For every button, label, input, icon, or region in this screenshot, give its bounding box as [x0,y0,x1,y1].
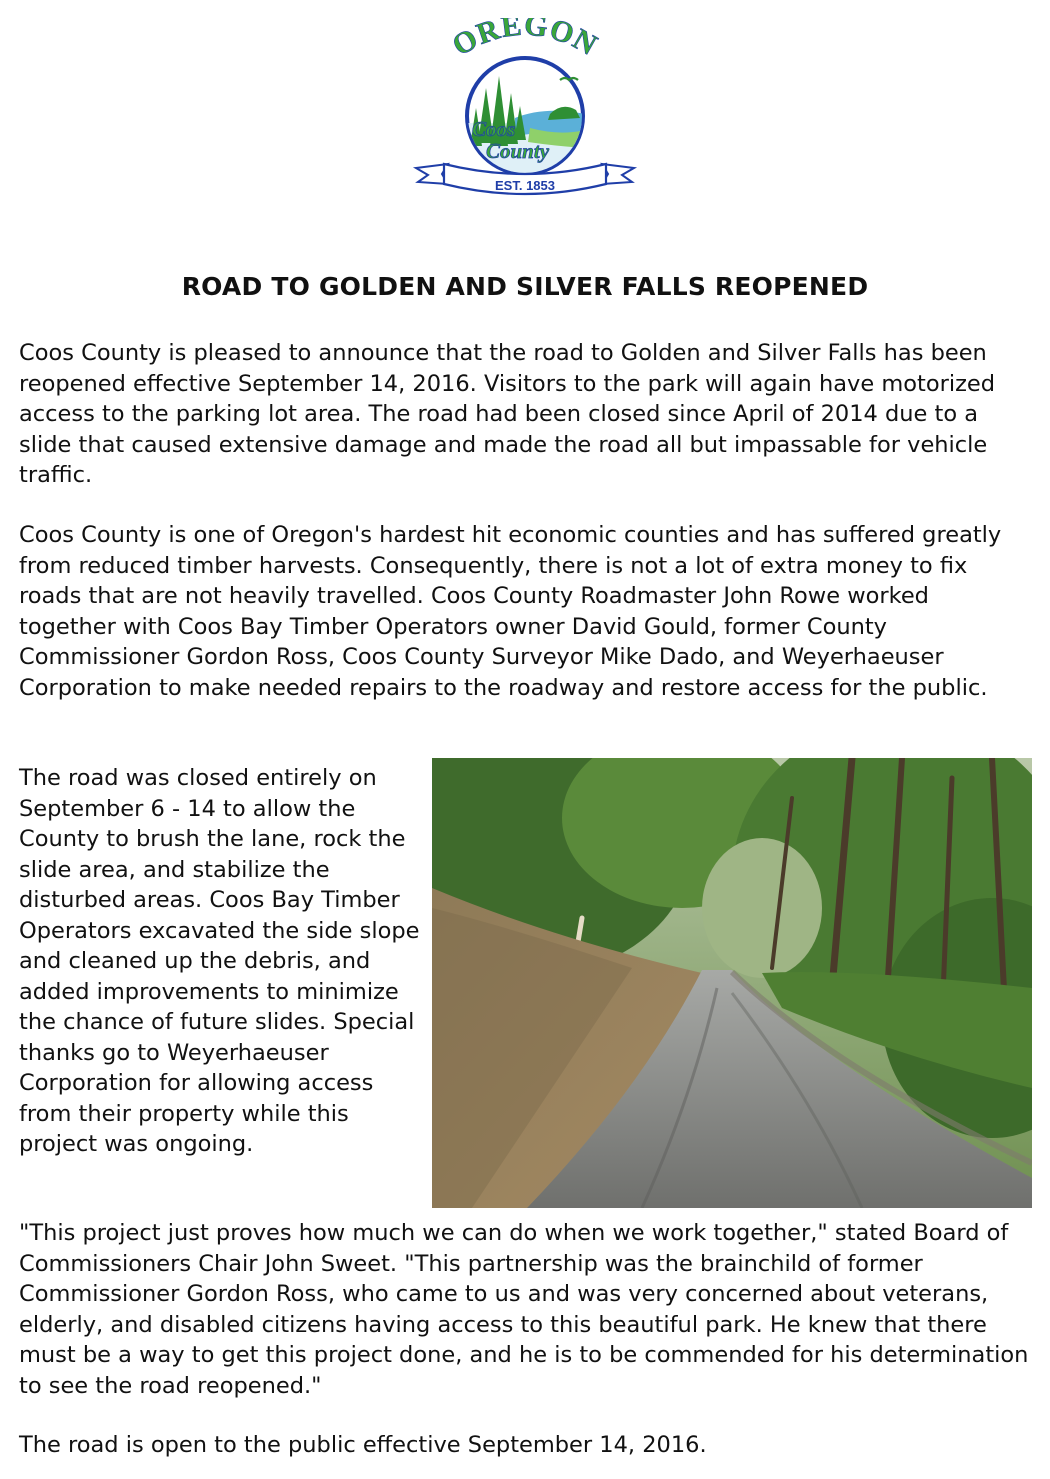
seal-county-line2: County [486,139,550,163]
paragraph-announcement: Coos County is pleased to announce that the road to Golden and Silver Falls has been reopened effective September 14, 2016. Visitors to the park will again have motorized access to the parking lot area. The road had been closed since April of 2014 due to a slide that caused extensive damage and made the road all but impassable for vehicle traffic. [19,340,996,488]
forest-road-image [432,758,1032,1208]
county-seal-graphic [410,18,640,198]
seal-county-line1: Coos [472,117,516,141]
paragraph-closing: The road is open to the public effective September 14, 2016. [19,1432,707,1458]
paragraph-commissioner-quote: "This project just proves how much we can do when we work together," stated Board of Commissioners Chair John Sweet. "This partnership was the brainchild of former Commissioner Gordon Ross, who came to us and was very concerned about veterans, elderly, and disabled citizens having access to this beautiful park. He knew that there must be a way to get this project done, and he is to be commended for his determination to see the road reopened." [19,1220,1029,1399]
seal-banner-text: EST. 1853 [495,178,555,193]
county-seal-logo [410,18,640,198]
svg-text:OREGON [447,18,603,62]
road-photo [432,758,1032,1208]
seal-arc-text: OREGON [446,18,604,63]
page-title: ROAD TO GOLDEN AND SILVER FALLS REOPENED [181,272,869,301]
paragraph-closure-details: The road was closed entirely on September 6 - 14 to allow the County to brush the lane, rock the slide area, and stabilize the disturbed areas. Coos Bay Timber Operators excavated the side slope and cleaned up the debris, and added improvements to minimize the chance of future slides. Special thanks go to Weyerhaeuser Corporation for allowing access from their property while this project was ongoing. [19,765,420,1157]
paragraph-background: Coos County is one of Oregon's hardest hit economic counties and has suffered greatly from reduced timber harvests. Consequently, there is not a lot of extra money to fix roads that are not heavily travelled. Coos County Roadmaster John Rowe worked together with Coos Bay Timber Operators owner David Gould, former County Commissioner Gordon Ross, Coos County Surveyor Mike Dado, and Weyerhaeuser Corporation to make needed repairs to the roadway and restore access for the public. [19,522,1002,701]
